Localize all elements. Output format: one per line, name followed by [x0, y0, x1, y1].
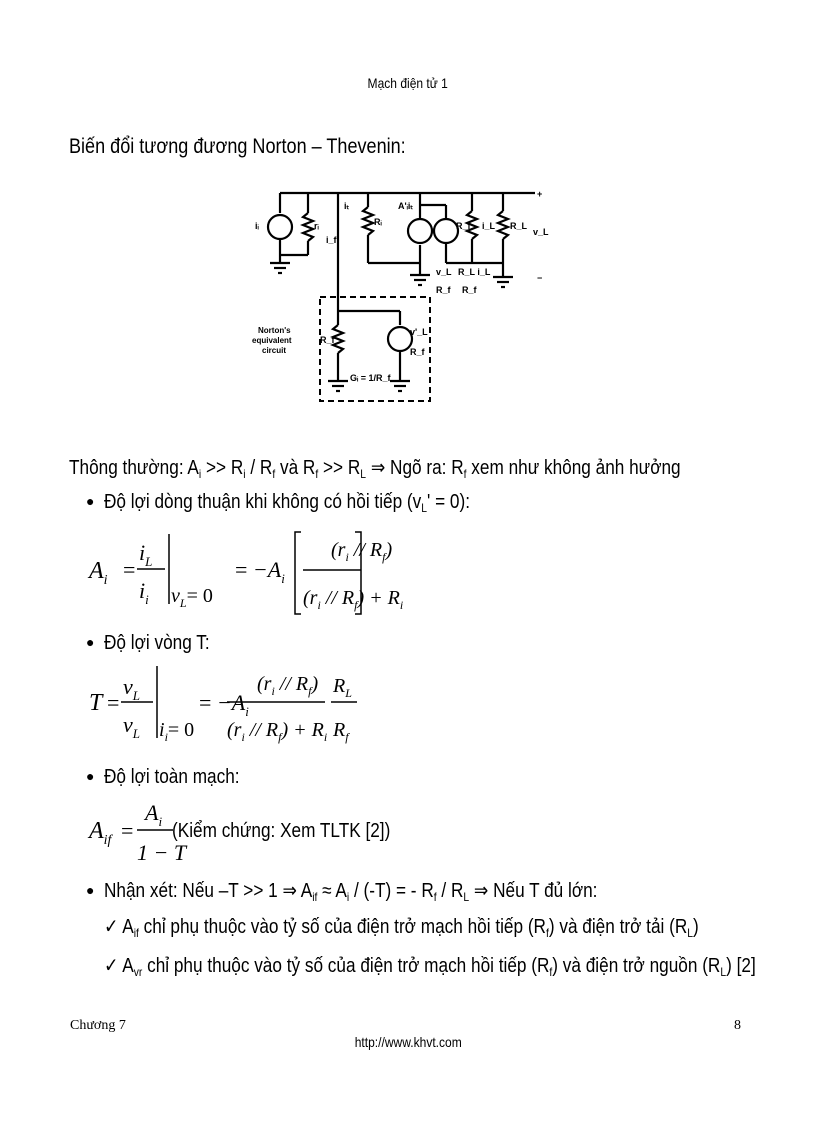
svg-text:vL: $v_L$	[123, 674, 140, 703]
bullet-remark: ● Nhận xét: Nếu –T >> 1 ⇒ $A_{if} \approx A_i / (-T)$ = - $R_f / R_L$ ⇒ Nếu T đủ lớn:	[86, 880, 598, 904]
intro-line: Thông thường: $A_i >> R_i / R_f$ và $R_f >> R_L$ ⇒ Ngõ ra: $R_f$ xem như không ảnh hưởng	[69, 457, 681, 481]
label-norton: Norton's	[258, 326, 291, 335]
label-vl-rf-num: v_L	[436, 267, 452, 277]
svg-text:(ri // Rf) + Ri: $(r_i // R_f) + R_i$	[227, 719, 328, 744]
label-equivalent: equivalent	[252, 336, 292, 345]
footer-url[interactable]: http://www.khvt.com	[354, 1034, 462, 1050]
svg-text:(ri // Rf): $(r_i // R_f)$	[331, 539, 393, 564]
label-RL: R_L	[510, 221, 528, 231]
label-it: iₜ	[344, 201, 350, 211]
svg-text:Ai: $A_i$	[89, 558, 108, 588]
label-iL: i_L	[482, 221, 496, 231]
label-rlil-num: R_L i_L	[458, 267, 491, 277]
check-icon: ✓	[104, 955, 119, 977]
check-item-aif: ✓ $A_{if}$ chỉ phụ thuộc vào tỷ số của điện trở mạch hồi tiếp $(R_f)$ và điện trở tải $(R_L)$	[104, 916, 699, 940]
label-vl-rf-den: R_f	[436, 285, 451, 295]
label-Ri: Rᵢ	[374, 217, 382, 227]
label-Rf: R_f	[456, 221, 471, 231]
label-ii: iᵢ	[255, 221, 259, 231]
svg-text:=: =	[121, 818, 134, 843]
circuit-figure	[250, 185, 550, 407]
check-icon: ✓	[104, 916, 119, 938]
label-vl2-den: R_f	[410, 347, 425, 357]
svg-text:T: T	[89, 690, 103, 716]
svg-text:ii= 0: $i_i= 0$	[159, 719, 195, 744]
page-header: Mạch điện tử 1	[367, 75, 449, 91]
svg-text:vL= 0: $v_L= 0$	[171, 585, 213, 610]
bullet-loop-gain: ● Độ lợi vòng T:	[86, 632, 211, 654]
svg-text:= −Ai: = $-A_i$	[235, 557, 285, 586]
svg-text:1 − T: 1 − T	[137, 840, 187, 865]
label-minus: −	[537, 273, 543, 283]
label-rf2: R_f	[320, 335, 335, 345]
svg-text:Ai: $A_i$	[145, 800, 163, 829]
bullet-total-gain: ● Độ lợi toàn mạch:	[86, 766, 241, 788]
svg-text:= −Ai: = $-A_i$	[199, 690, 249, 719]
section-title: Biến đổi tương đương Norton – Thevenin:	[69, 135, 406, 158]
svg-text:Rf: $R_f$	[333, 719, 349, 744]
label-if: i_f	[326, 235, 337, 245]
svg-text:RL: $R_L$	[333, 675, 352, 700]
label-Aii: A'ᵢiₜ	[398, 201, 414, 211]
label-vL: v_L	[533, 227, 549, 237]
label-rlil-den: R_f	[462, 285, 477, 295]
svg-text:iL: $i_L$	[139, 540, 153, 569]
equation-t	[85, 660, 375, 756]
label-vl2-num: v'_L	[410, 327, 428, 337]
svg-text:(ri // Rf) + Ri: $(r_i // R_f) + R_i$	[303, 587, 404, 612]
label-circuit: circuit	[262, 346, 287, 355]
label-ri: rᵢ	[314, 221, 319, 231]
label-gi: Gᵢ = 1/R_f	[350, 373, 391, 383]
svg-text:Aif: $A_{if}$	[89, 818, 112, 848]
svg-text:=: =	[123, 557, 136, 582]
equation-ai	[85, 524, 404, 624]
svg-text:ii: $i_i$	[139, 578, 149, 607]
footer-page-number: 8	[734, 1018, 741, 1033]
svg-text:=: =	[107, 690, 120, 715]
label-plus: +	[537, 189, 543, 199]
verification-note: (Kiểm chứng: Xem TLTK [2])	[172, 820, 391, 842]
footer-chapter: Chương 7	[70, 1018, 126, 1033]
svg-text:(ri // Rf): $(r_i // R_f)$	[257, 673, 319, 698]
svg-text:vL: $v_L$	[123, 712, 140, 741]
check-item-avr: ✓ $A_{vr}$ chỉ phụ thuộc vào tỷ số của điện trở mạch hồi tiếp $(R_f)$ và điện trở nguồn $(R_L)$ [2]	[104, 955, 756, 979]
bullet-forward-gain: ● Độ lợi dòng thuận khi không có hồi tiếp $(v_L' = 0)$:	[86, 491, 471, 515]
